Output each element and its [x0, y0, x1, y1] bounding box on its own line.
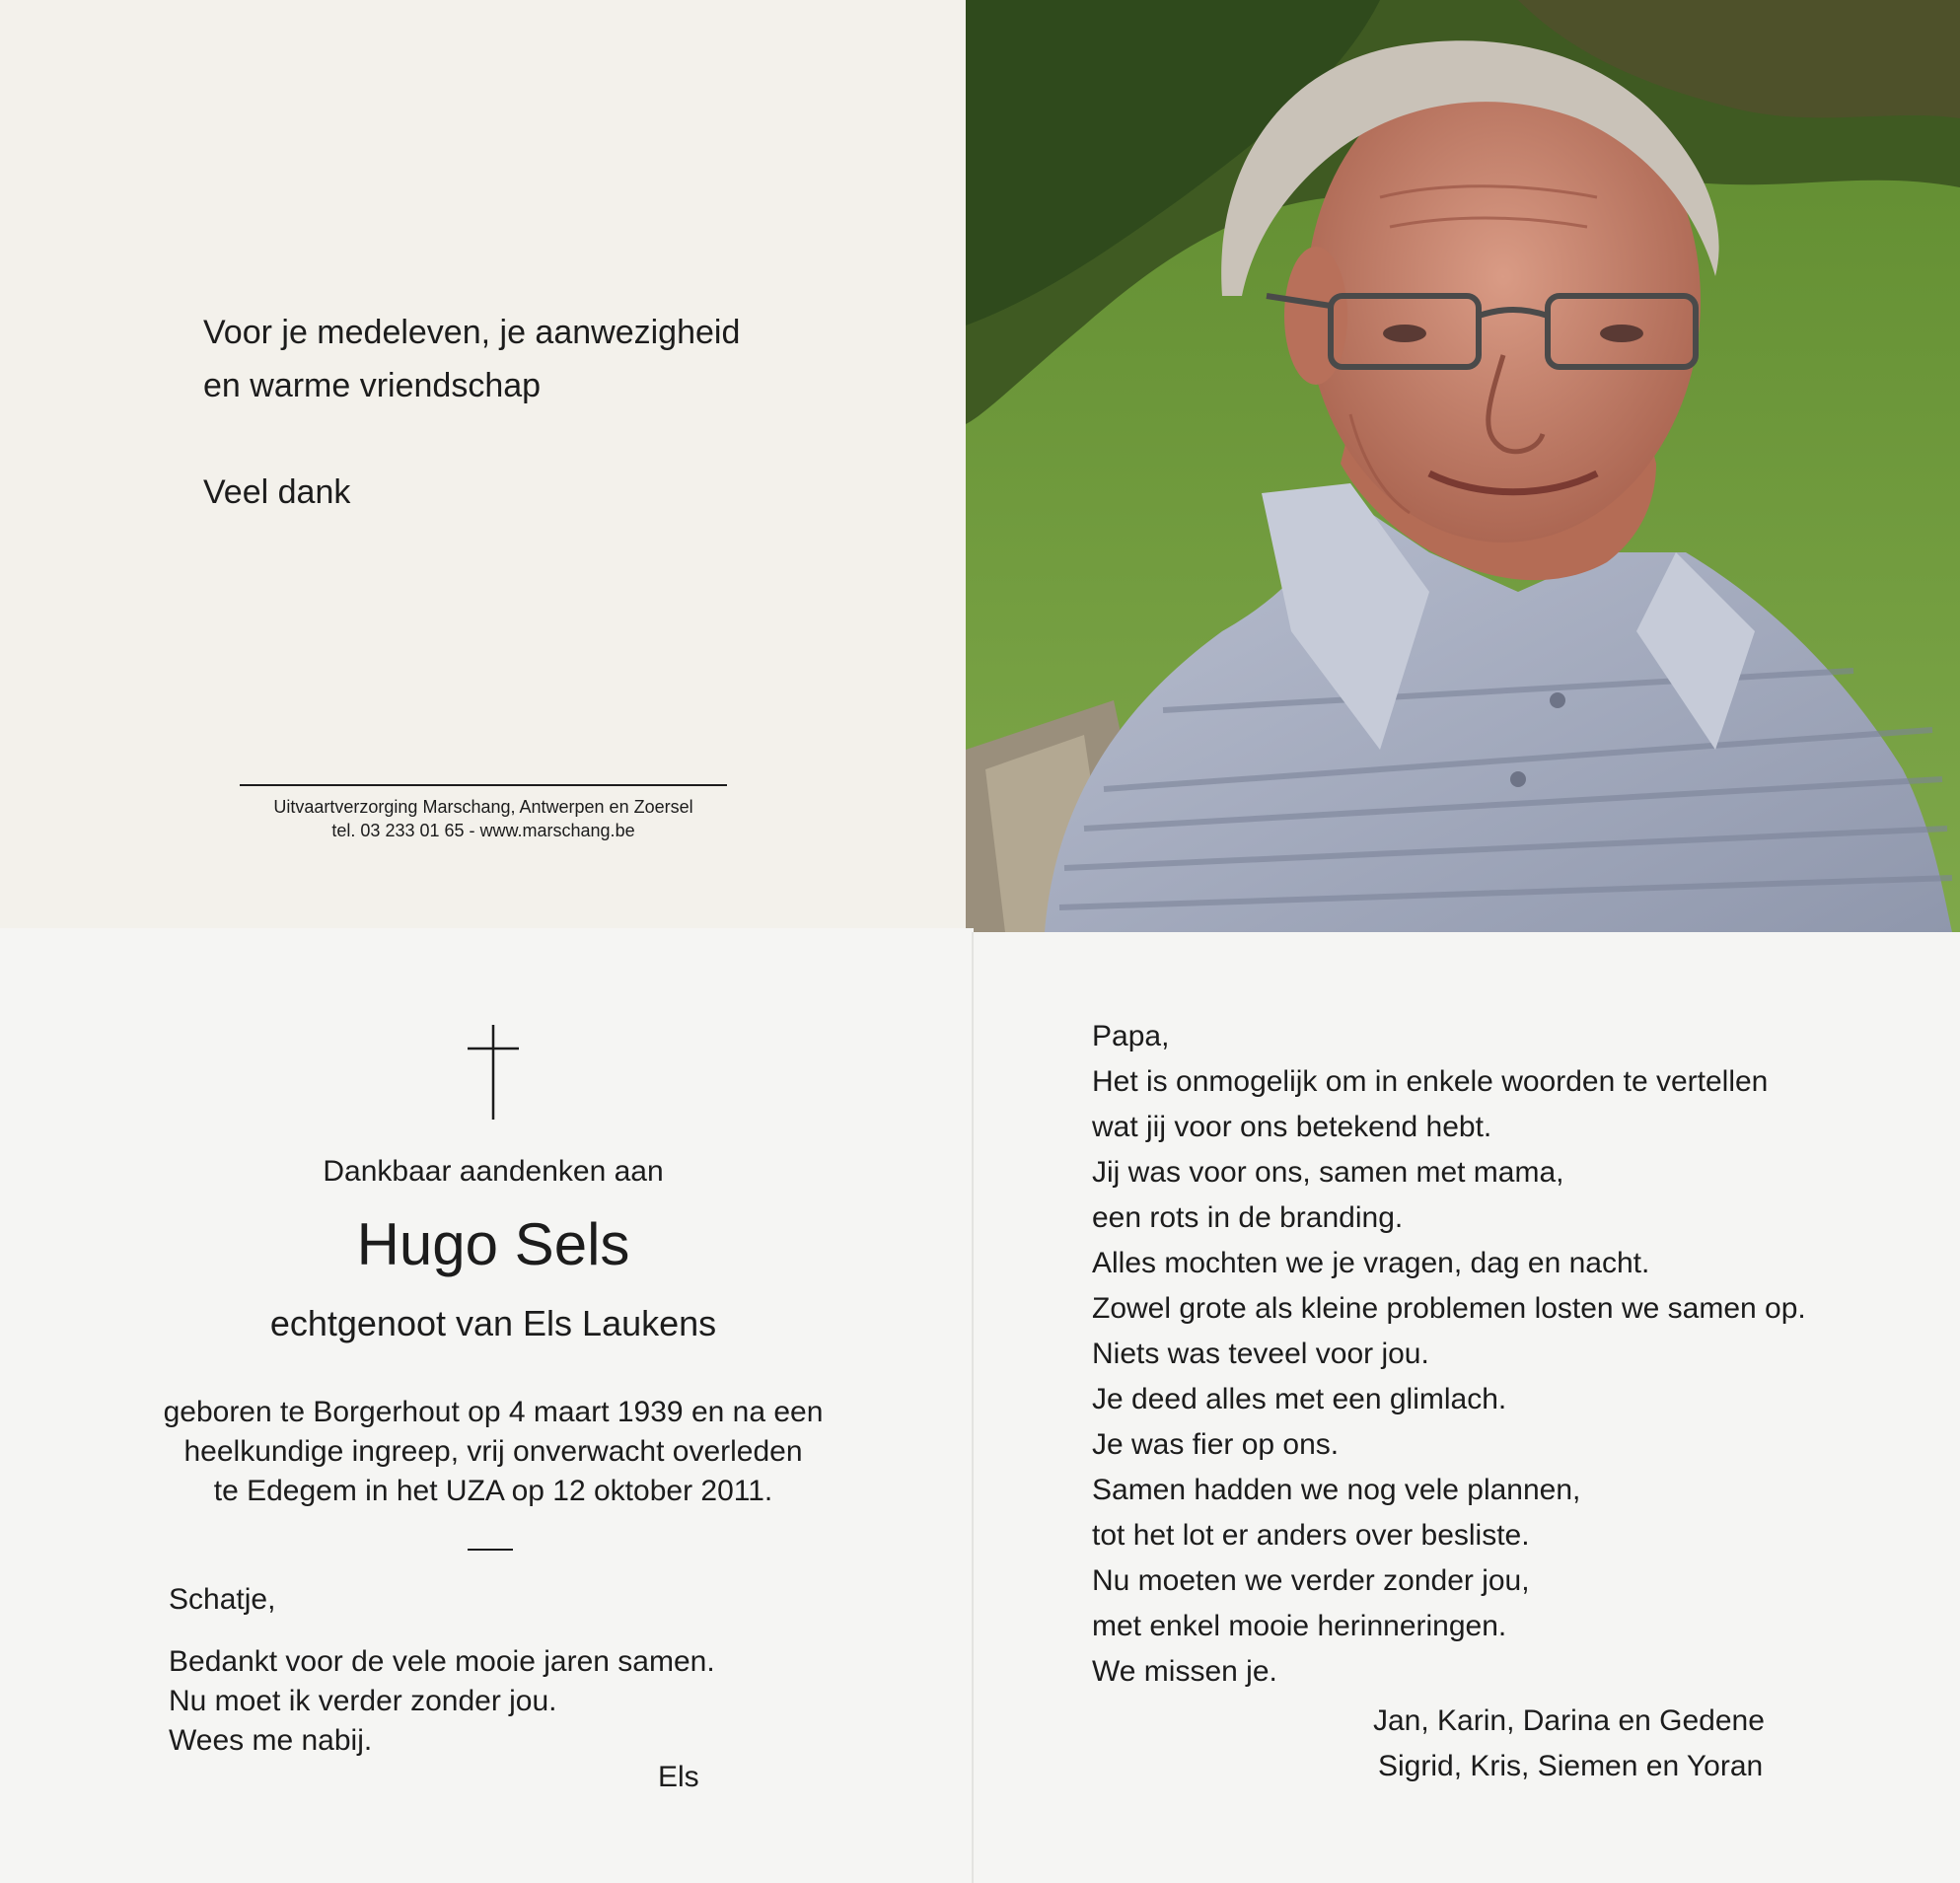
thanks-line-1: Voor je medeleven, je aanwezigheid — [203, 314, 741, 351]
poem-line: met enkel mooie herinneringen. — [1092, 1610, 1507, 1642]
memorial-card — [0, 928, 974, 1883]
children-signature-2: Sigrid, Kris, Siemen en Yoran — [1378, 1750, 1764, 1782]
poem-line: Samen hadden we nog vele plannen, — [1092, 1474, 1581, 1506]
poem-card — [974, 932, 1960, 1883]
poem-line: Papa, — [1092, 1020, 1170, 1052]
poem-line: Het is onmogelijk om in enkele woorden te vertellen — [1092, 1065, 1769, 1098]
poem-line: We missen je. — [1092, 1655, 1277, 1688]
poem-line: tot het lot er anders over besliste. — [1092, 1519, 1530, 1552]
details-line-2: heelkundige ingreep, vrij onverwacht overleden — [183, 1435, 803, 1468]
poem-line: Jij was voor ons, samen met mama, — [1092, 1156, 1564, 1189]
memorial-intro: Dankbaar aandenken aan — [323, 1155, 664, 1188]
poem-line: Je was fier op ons. — [1092, 1428, 1340, 1461]
poem-line: Je deed alles met een glimlach. — [1092, 1383, 1507, 1415]
deceased-name: Hugo Sels — [356, 1211, 630, 1277]
details-line-3: te Edegem in het UZA op 12 oktober 2011. — [213, 1475, 773, 1507]
poem-line: Zowel grote als kleine problemen losten we samen op. — [1092, 1292, 1806, 1325]
divider-rule — [240, 784, 727, 786]
portrait-image — [966, 0, 1960, 932]
message-line-3: Wees me nabij. — [169, 1724, 373, 1757]
poem-line: Nu moeten we verder zonder jou, — [1092, 1564, 1530, 1597]
details-line-1: geboren te Borgerhout op 4 maart 1939 en na een — [163, 1396, 824, 1428]
salutation: Schatje, — [169, 1583, 276, 1616]
thank-you-card — [0, 0, 966, 928]
poem-line: wat jij voor ons betekend hebt. — [1092, 1111, 1492, 1143]
portrait-photo — [966, 0, 1960, 932]
poem-line: Niets was teveel voor jou. — [1092, 1338, 1429, 1370]
undertaker-contact: tel. 03 233 01 65 - www.marschang.be — [331, 821, 635, 840]
thanks-closing: Veel dank — [203, 473, 351, 511]
thanks-line-2: en warme vriendschap — [203, 367, 542, 404]
cross-icon — [468, 1025, 519, 1120]
poem-line: een rots in de branding. — [1092, 1201, 1404, 1234]
short-divider — [468, 1549, 513, 1551]
children-signature-1: Jan, Karin, Darina en Gedene — [1373, 1704, 1765, 1737]
poem-line: Alles mochten we je vragen, dag en nacht. — [1092, 1247, 1650, 1279]
undertaker-name: Uitvaartverzorging Marschang, Antwerpen en Zoersel — [273, 797, 693, 817]
message-line-1: Bedankt voor de vele mooie jaren samen. — [169, 1645, 715, 1678]
message-line-2: Nu moet ik verder zonder jou. — [169, 1685, 557, 1717]
spouse-line: echtgenoot van Els Laukens — [269, 1303, 717, 1343]
signature-els: Els — [658, 1761, 699, 1793]
